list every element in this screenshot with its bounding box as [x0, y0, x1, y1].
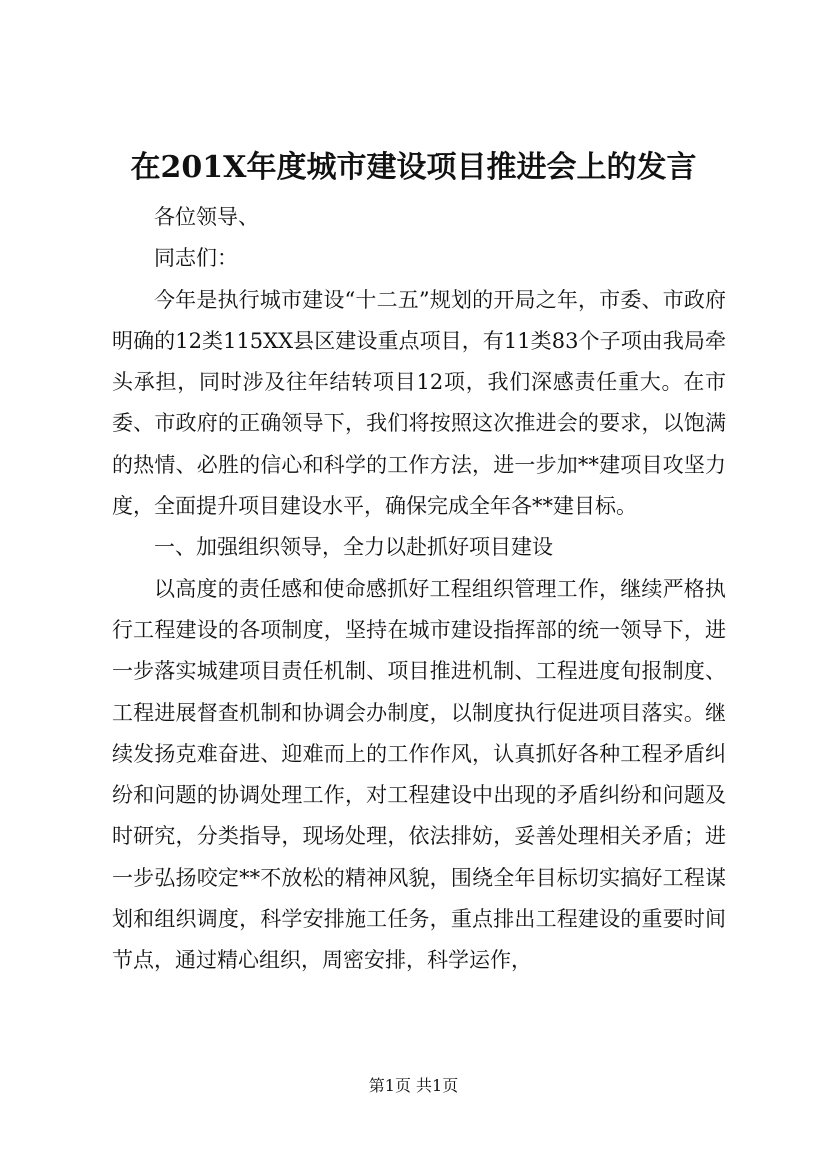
salutation-line-1: 各位领导、 — [154, 205, 259, 229]
document-body — [112, 197, 726, 982]
section-heading-1: 一、加强组织领导，全力以赴抓好项目建设 — [154, 535, 553, 560]
salutation-line-2: 同志们： — [154, 246, 238, 271]
document-title: 在201X年度城市建设项目推进会上的发言 — [130, 150, 697, 185]
intro-paragraph: 今年是执行城市建设“十二五”规划的开局之年，市委、市政府明确的12类115XX县区建设重点项目，有11类83个子项由我局牵头承担，同时涉及往年结转项目12项，我们深感责任重大。在市委、市政府的正确领导下，我们将按照这次推进会的要求，以饱满的热情、必胜的信心和科学的工作方法，进一步加**建项目攻坚力度，全面提升项目建设水平，确保完成全年各**建目标。 — [112, 287, 726, 519]
section-1-paragraph: 以高度的责任感和使命感抓好工程组织管理工作，继续严格执行工程建设的各项制度，坚持在城市建设指挥部的统一领导下，进一步落实城建项目责任机制、项目推进机制、工程进度旬报制度、工程进展督查机制和协调会办制度，以制度执行促进项目落实。继续发扬克难奋进、迎难而上的工作作风，认真抓好各种工程矛盾纠纷和问题的协调处理工作，对工程建设中出现的矛盾纠纷和问题及时研究，分类指导，现场处理，依法排妨，妥善处理相关矛盾；进一步弘扬咬定**不放松的精神风貌，围绕全年目标切实搞好工程谋划和组织调度，科学安排施工任务，重点排出工程建设的重要时间节点，通过精心组织，周密安排，科学运作， — [112, 576, 726, 973]
page-footer: 第1页 共1页 — [368, 1076, 459, 1095]
